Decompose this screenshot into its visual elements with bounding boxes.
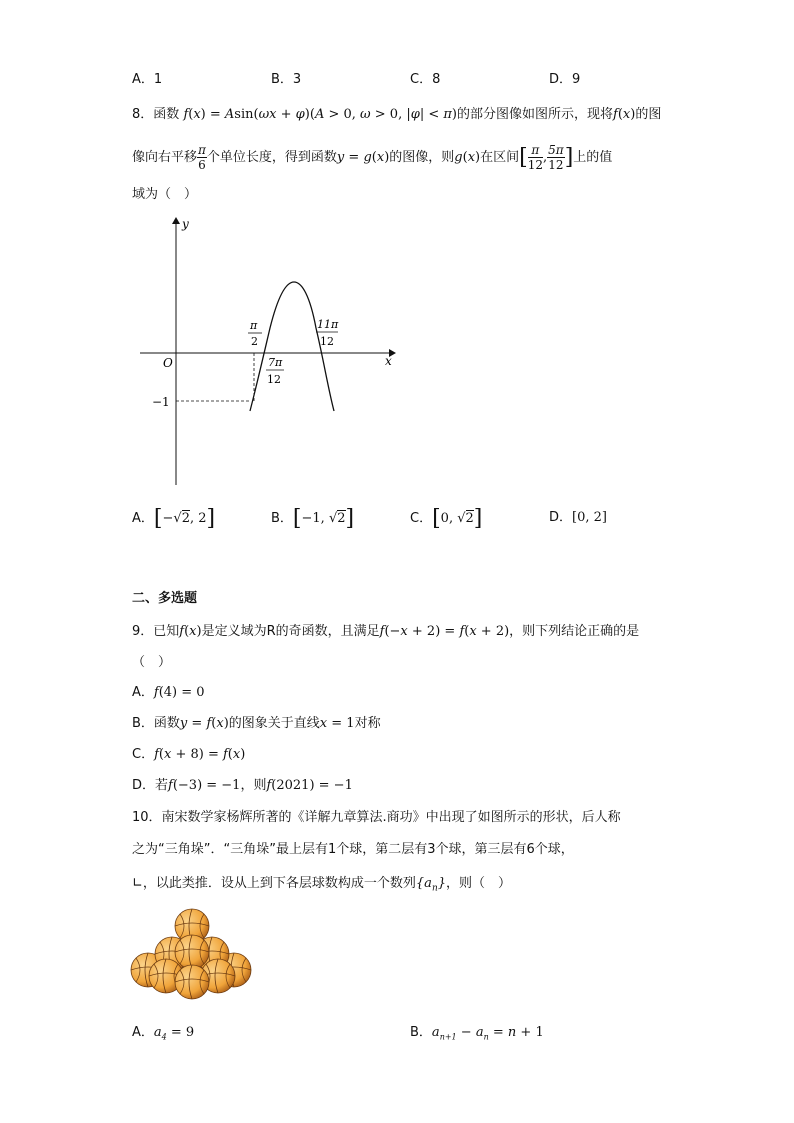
q8-line-2: 像向右平移 $\frac{\pi}{6}$ 个单位长度，得到函数y = g(x)的图像，则g(x)在区间[ $\frac{\pi}{12}$ , $\frac{5\pi}{12}$ ]上的值 — [132, 143, 613, 172]
q8-function-formula: f(x) = Asin(ωx + φ)(A > 0, ω > 0, |φ| < π) — [183, 107, 457, 122]
q8-fx: f(x) — [613, 107, 636, 122]
q8-text: 的部分图像如图所示，现将 — [457, 107, 614, 122]
q7-option-d[interactable]: D．9 — [549, 72, 581, 87]
q8-text: 上的值 — [573, 150, 613, 165]
q10-line-2: 之为“三角垛”．“三角垛”最上层有1个球，第二层有3个球，第三层有6个球， — [132, 842, 574, 857]
q8-gx: g(x) — [454, 150, 481, 165]
q8-number: 8． — [132, 107, 154, 122]
label-11pi-over-12-den: 12 — [320, 335, 334, 348]
q9-option-d[interactable]: D．若f(−3) = −1，则f(2021) = −1 — [132, 778, 353, 793]
ball-pyramid-illustration — [128, 904, 258, 1004]
q8-gx-def: y = g(x) — [336, 150, 390, 165]
q10-option-b[interactable]: B．$a_{n+1} - a_n = n + 1$ — [410, 1025, 544, 1042]
q9-option-c[interactable]: C．f(x + 8) = f(x) — [132, 747, 246, 762]
q8-option-a[interactable]: A．[−√2, 2] — [132, 506, 216, 531]
label-pi-over-2-num: π — [250, 319, 258, 332]
q8-text: 个单位长度，得到函数 — [206, 150, 337, 165]
label-7pi-over-12-den: 12 — [267, 373, 281, 386]
q8-interval-left: $\frac{\pi}{12}$ — [527, 143, 544, 172]
q9-option-b[interactable]: B．函数y = f(x)的图象关于直线x = 1对称 — [132, 716, 381, 731]
y-minus-one-label: −1 — [152, 395, 170, 409]
q8-option-b[interactable]: B．[−1, √2] — [271, 506, 355, 531]
ball-icon — [175, 965, 209, 999]
q8-interval-right: $\frac{5\pi}{12}$ — [548, 143, 564, 172]
q8-text: 函数 — [153, 107, 180, 122]
origin-label: O — [163, 356, 173, 370]
q9-text: 9．已知 — [132, 624, 180, 639]
q9-option-a[interactable]: A．f(4) = 0 — [132, 685, 205, 700]
q9-text: 是定义域为R的奇函数，且满足 — [201, 624, 380, 639]
label-11pi-over-12-num: 11π — [317, 318, 339, 331]
q8-line-1 — [132, 103, 661, 122]
section-title: 二、多选题 — [132, 591, 198, 606]
q8-text: 在区间 — [480, 150, 520, 165]
q8-text: 像向右平移 — [132, 150, 198, 165]
ball-icon — [175, 935, 209, 969]
q9-text: ，则下列结论正确的是 — [509, 624, 640, 639]
q8-option-c[interactable]: C．[0, √2] — [410, 506, 483, 531]
q10-line-1: 10．南宋数学家杨辉所著的《详解九章算法.商功》中出现了如图所示的形状，后人称 — [132, 810, 621, 825]
q8-text: 的图 — [635, 107, 662, 122]
q9-line-2: （ ） — [132, 655, 172, 670]
q10-line-3: ∟，以此类推．设从上到下各层球数构成一个数列$\{a_n\}$，则（ ） — [132, 876, 512, 894]
q8-option-d[interactable]: D．[0, 2] — [549, 510, 607, 525]
q7-option-c[interactable]: C．8 — [410, 72, 441, 87]
sine-graph — [130, 210, 410, 490]
x-axis-label: x — [385, 354, 392, 368]
q8-text: 的图像，则 — [389, 150, 455, 165]
label-7pi-over-12-num: 7π — [268, 356, 283, 369]
q7-option-b[interactable]: B．3 — [271, 72, 302, 87]
q9-line-1 — [132, 620, 639, 639]
q8-line-3: 域为（ ） — [132, 187, 198, 202]
label-pi-over-2-den: 2 — [251, 335, 258, 348]
q9-fx: f(x) — [179, 624, 202, 639]
q8-shift-fraction: $\frac{\pi}{6}$ — [198, 143, 206, 172]
q7-option-a[interactable]: A．1 — [132, 72, 163, 87]
y-axis-label: y — [182, 217, 189, 231]
q10-option-a[interactable]: A．$a_4 = 9$ — [132, 1025, 195, 1042]
q9-condition: f(−x + 2) = f(x + 2) — [379, 624, 510, 639]
